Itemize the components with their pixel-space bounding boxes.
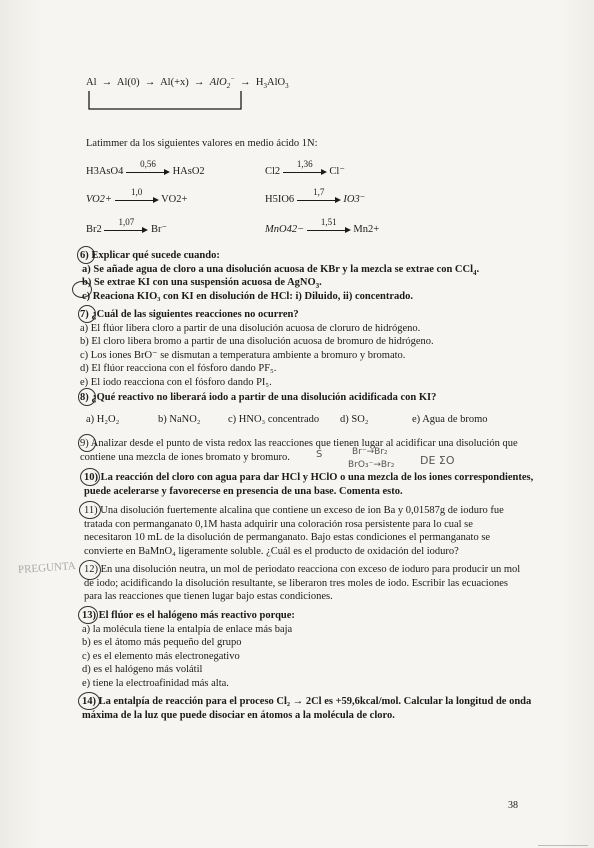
latimer-species: VO2+ <box>161 194 188 205</box>
option-e: e) El iodo reacciona con el fósforo dando PI₅. <box>80 376 272 388</box>
latimer-species: H3AsO4 <box>86 166 124 177</box>
question-text: puede acelerarse y favorecerse en presencia de una base. Comenta esto. <box>84 485 403 497</box>
q8-option-c: c) HNO₃ concentrado <box>228 414 320 425</box>
latimer-row-1-right <box>265 158 345 178</box>
h3alo3-rest: AlO <box>267 77 286 88</box>
question-11: 11) Una disolución fuertemente alcalina que contiene un exceso de ion Ba y 0,01587g de ioduro fue tratada con permanganato 0,1M hasta adquirir una coloración rosa persistente para lo cual se necesitaron 10 mL de la disolución de permanganato. Bajo estas condiciones el permanganato se convierte en BaMnO₄ ligeramente soluble. ¿Cuál es el producto de oxidación del ioduro? <box>84 504 564 558</box>
option-b: b) El cloro libera bromo a partir de una disolución acuosa de bromuro de hidrógeno. <box>80 336 434 347</box>
question-text: necesitaron 10 mL de la disolución de permanganato. Bajo estas condiciones el permanganato se <box>84 532 491 543</box>
question-6: 6) Explicar qué sucede cuando: a) Se añade agua de cloro a una disolución acuosa de KBr y la mezcla se extrae con CCl$_4$. b) Se extrae KI con una suspensión acuosa de AgNO$_3$. c) Reaciona KIO₃ con KI en disolución de HCl: i) Diluido, ii) concentrado. <box>80 249 550 303</box>
question-number: 8 <box>80 392 86 403</box>
question-stem: Explicar qué sucede cuando: <box>91 250 220 261</box>
question-stem: El flúor es el halógeno más reactivo porque: <box>98 610 295 621</box>
margin-note-pregunta: PREGUNTA <box>17 560 77 577</box>
latimer-arrow <box>115 186 159 205</box>
latimer-value: 1,07 <box>118 216 135 227</box>
handwritten-note-2: BrO₃⁻→Br₂ <box>348 460 395 470</box>
latimer-arrow <box>307 216 351 235</box>
question-text: para las reacciones que tienen lugar bajo estas condiciones. <box>84 591 333 602</box>
question-text: convierte en BaMnO₄ ligeramente soluble. ¿Cuál es el producto de oxidación del ioduro? <box>84 545 459 557</box>
question-number: 13 <box>82 610 93 621</box>
latimer-value: 1,51 <box>320 216 337 227</box>
page-number: 38 <box>508 800 518 811</box>
latimer-species: H5IO6 <box>265 194 295 205</box>
question-number: 7 <box>80 309 86 320</box>
q8-option-a: a) H₂O₂ <box>86 414 120 425</box>
question-number: 6 <box>80 250 86 261</box>
q8-option-d: d) SO₂ <box>340 414 369 425</box>
q8-option-b: b) NaNO₂ <box>158 414 201 425</box>
question-13: 13) El flúor es el halógeno más reactivo porque: a) la molécula tiene la entalpía de enlace más baja b) es el átomo más pequeño del grupo c) es el elemento más electronegativo d) es el halógeno más volátil e) tiene la electroafinidad más alta. <box>82 609 562 690</box>
latimer-row-3-left <box>86 216 168 236</box>
option-d: d) es el halógeno más volátil <box>82 664 203 675</box>
handwritten-note-1: Br⁻→Br₂ <box>352 447 388 457</box>
question-text: Una disolución fuertemente alcalina que contiene un exceso de ion Ba y 0,01587g de ioduro fue <box>100 505 504 516</box>
species-alx: Al(+x) <box>160 77 189 88</box>
question-text: Analizar desde el punto de vista redox las reacciones que tienen lugar al acidificar una disolución que <box>90 438 518 449</box>
q8-option-e: e) Agua de bromo <box>412 414 488 425</box>
handwritten-note-3: DE ΣO <box>420 454 455 467</box>
latimer-arrow <box>283 158 327 177</box>
scheme-bracket <box>86 90 256 112</box>
question-text: de iodo; acidificando la disolución resultante, se liberaron tres moles de iodo. Escribir las ecuaciones <box>84 577 508 589</box>
option-c: c) es el elemento más electronegativo <box>82 650 240 662</box>
species-alo2: AlO <box>209 77 227 88</box>
latimer-row-3-right <box>265 216 380 236</box>
species-h3alo3 <box>255 77 289 91</box>
handwritten-note-mark: S <box>316 449 323 460</box>
latimer-heading: Latimmer da los siguientes valores en medio ácido 1N: <box>86 138 318 149</box>
species-al: Al <box>86 77 97 88</box>
latimer-row-2-left <box>86 186 188 206</box>
option-c: c) Los iones BrO⁻ se dismutan a temperatura ambiente a bromuro y bromato. <box>80 349 406 361</box>
latimer-species: MnO42− <box>265 224 305 235</box>
latimer-value: 1,36 <box>296 158 313 169</box>
question-stem: ¿Qué reactivo no liberará iodo a partir de una disolución acidificada con KI? <box>91 392 437 403</box>
option-a: a) la molécula tiene la entalpía de enlace más baja <box>82 623 293 635</box>
bottom-edge-line <box>538 845 588 846</box>
latimer-species: Mn2+ <box>353 224 380 235</box>
alo2-sub: 2 <box>226 82 231 91</box>
option-e: e) tiene la electroafinidad más alta. <box>82 677 229 689</box>
question-text: La entalpía de reacción para el proceso Cl₂ → 2Cl es +59,6kcal/mol. Calcular la longitud de onda <box>98 696 532 707</box>
question-8-stem: 8) ¿Qué reactivo no liberará iodo a partir de una disolución acidificada con KI? <box>80 392 437 403</box>
question-number: 11 <box>84 505 95 516</box>
h3alo3-sub1: 3 <box>263 82 268 91</box>
question-text: contiene una mezcla de iones bromato y bromuro. <box>80 451 290 463</box>
question-14: 14) La entalpía de reacción para el proceso Cl₂ → 2Cl es +59,6kcal/mol. Calcular la longitud de onda máxima de la luz que puede disociar en átomos a la molécula de cloro. <box>82 695 562 722</box>
latimer-species: HAsO2 <box>172 166 205 177</box>
alo2-sup: − <box>230 74 235 83</box>
option-a: a) El flúor libera cloro a partir de una disolución acuosa de cloruro de hidrógeno. <box>80 322 421 334</box>
option-c: c) Reaciona KIO₃ con KI en disolución de HCl: i) Diluido, ii) concentrado. <box>82 290 413 302</box>
question-text: En una disolución neutra, un mol de periodato reacciona con exceso de ioduro para producir un mol <box>100 564 521 575</box>
question-12: 12) En una disolución neutra, un mol de periodato reacciona con exceso de ioduro para producir un mol de iodo; acidificando la disolución resultante, se liberaron tres moles de iodo. Escribir las ecuaciones para las reacciones que tienen lugar bajo estas condiciones. <box>84 563 564 604</box>
question-text: tratada con permanganato 0,1M hasta adquirir una coloración rosa persistente para lo cual se <box>84 518 473 530</box>
latimer-arrow <box>297 186 341 205</box>
question-number: 9 <box>80 438 86 449</box>
option-b: b) Se extrae KI con una suspensión acuosa de AgNO <box>82 277 316 288</box>
question-7: 7) ¿Cuál de las siguientes reacciones no ocurren? a) El flúor libera cloro a partir de una disolución acuosa de cloruro de hidrógeno. b) El cloro libera bromo a partir de una disolución acuosa de bromuro de hidrógeno. c) Los iones BrO⁻ se dismutan a temperatura ambiente a bromuro y bromato. d) El flúor reacciona con el fósforo dando PF₅. e) El iodo reacciona con el fósforo dando PI₅. <box>80 308 550 389</box>
question-text: máxima de la luz que puede disociar en átomos a la molécula de cloro. <box>82 709 395 721</box>
latimer-species: Br⁻ <box>151 224 168 235</box>
latimer-species: Cl2 <box>265 166 281 177</box>
h3alo3-sub2: 3 <box>285 82 289 91</box>
latimer-species: Cl⁻ <box>329 166 345 177</box>
latimer-value: 0,56 <box>140 158 156 169</box>
question-number: 14 <box>82 696 93 707</box>
species-al0: Al(0) <box>116 77 140 88</box>
oxidation-scheme: $Al \to Al(0) \to Al(+x) \to AlO_2^- \to H_3AlO_3$ <box>86 74 289 91</box>
latimer-row-1-left <box>86 158 205 178</box>
option-a: a) Se añade agua de cloro a una disolución acuosa de KBr y la mezcla se extrae con CCl <box>82 263 474 275</box>
latimer-arrow <box>126 158 170 177</box>
question-number: 12 <box>84 564 95 575</box>
latimer-value: 1,0 <box>131 186 143 197</box>
option-b-sub: 3 <box>315 282 320 291</box>
latimer-row-2-right <box>265 186 366 206</box>
option-b: b) es el átomo más pequeño del grupo <box>82 637 242 648</box>
latimer-species: VO2+ <box>86 194 113 205</box>
h3alo3-h: H <box>255 77 264 88</box>
option-d: d) El flúor reacciona con el fósforo dando PF₅. <box>80 363 277 374</box>
question-10: 10) La reacción del cloro con agua para dar HCl y HClO o una mezcla de los iones correspondientes, puede acelerarse y favorecerse en presencia de una base. Comenta esto. <box>84 471 564 498</box>
latimer-value: 1,7 <box>313 186 325 197</box>
latimer-species: Br2 <box>86 224 102 235</box>
latimer-arrow <box>104 216 148 235</box>
question-text: La reacción del cloro con agua para dar HCl y HClO o una mezcla de los iones correspondientes, <box>100 472 534 483</box>
question-stem: ¿Cuál de las siguientes reacciones no ocurren? <box>91 309 299 320</box>
question-number: 10 <box>84 472 95 483</box>
question-9: 9) Analizar desde el punto de vista redox las reacciones que tienen lugar al acidificar una disolución que contiene una mezcla de iones bromato y bromuro. <box>80 437 560 464</box>
latimer-species: IO3⁻ <box>343 194 366 205</box>
option-a-sub: 4 <box>473 268 477 277</box>
